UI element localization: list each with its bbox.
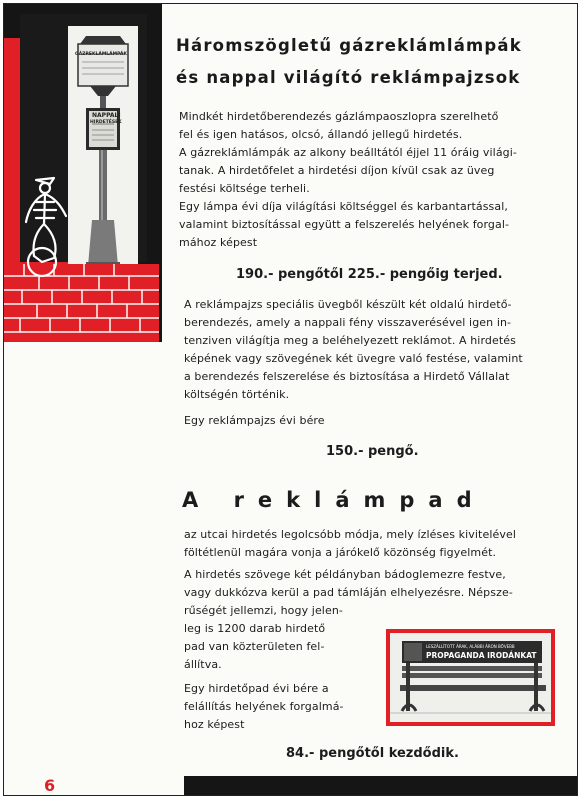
bench-photo-frame: [386, 629, 555, 726]
pad-price: 84.- pengőtől kezdődik.: [286, 746, 459, 761]
page-number: 6: [44, 776, 56, 795]
intro-line: mához képest: [179, 236, 258, 249]
pad-line: vagy dukkózva kerül a pad támláján elhelyezésre. Népsze-: [184, 586, 513, 599]
section-title-line2: és nappal világító reklámpajzsok: [176, 68, 521, 87]
pad-line: Egy hirdetőpad évi bére a: [184, 682, 329, 695]
pajzs-line: tenziven világítja meg a beléhelyezett reklámot. A hirdetés: [184, 334, 516, 347]
intro-line: Mindkét hirdetőberendezés gázlámpaoszlopra szerelhető: [179, 110, 499, 123]
pad-line: állítva.: [184, 658, 222, 671]
bench-sign-line1: LESZÁLLÍTOTT ÁRAK, ALÁBBI ÁRON BŐVEBB: [426, 644, 515, 649]
pad-line: leg is 1200 darab hirdető: [184, 622, 326, 635]
intro-line: festési költsége terheli.: [179, 182, 310, 195]
lamp-sign-top-text: GÁZREKLÁMLÁMPÁK: [75, 52, 127, 57]
brochure-page: [3, 3, 578, 796]
pajzs-line: berendezés, amely a nappali fény visszaverésével igen in-: [184, 316, 512, 329]
lamp-sign-nappali-text: NAPPALI: [92, 112, 121, 119]
pajzs-line: A reklámpajzs speciális üvegből készült két oldalú hirdető-: [184, 298, 512, 311]
bottom-black-bar: [184, 776, 578, 796]
lamp-price: 190.- pengőtől 225.- pengőig terjed.: [236, 267, 503, 282]
pad-line: az utcai hirdetés legolcsóbb módja, mely ízléses kivitelével: [184, 528, 516, 541]
bench-photo: [390, 633, 551, 722]
pajzs-line: képének vagy szövegének két üvegre való festése, valamint: [184, 352, 523, 365]
lamp-sign-hirdetesek-text: HIRDETÉSEK: [90, 120, 122, 125]
bench-sign-line2: PROPAGANDA IRODÁNKAT: [426, 651, 537, 660]
intro-line: A gázreklámlámpák az alkony beálltától éjjel 11 óráig világi-: [179, 146, 517, 159]
intro-line: valamint biztosítással együtt a felszerelés helyének forgal-: [179, 218, 510, 231]
pad-line: felállítás helyének forgalmá-: [184, 700, 344, 713]
pad-line: hoz képest: [184, 718, 245, 731]
intro-line: Egy lámpa évi díja világítási költséggel és karbantartással,: [179, 200, 508, 213]
pajzs-line: a berendezés felszerelése és biztosítása a Hirdető Vállalat: [184, 370, 510, 383]
reklampad-title: A reklámpad: [182, 488, 486, 512]
cyclist-illustration: [14, 172, 84, 282]
pajzs-price: 150.- pengő.: [326, 444, 419, 459]
pad-line: rűségét jellemzi, hogy jelen-: [184, 604, 343, 617]
pajzs-line: költségén történik.: [184, 388, 290, 401]
intro-line: tanak. A hirdetőfelet a hirdetési díjon kívül csak az üveg: [179, 164, 495, 177]
intro-line: fel és igen hatásos, olcsó, állandó jellegű hirdetés.: [179, 128, 463, 141]
section-title-line1: Háromszögletű gázreklámlámpák: [176, 36, 522, 55]
pajzs-line: Egy reklámpajzs évi bére: [184, 414, 325, 427]
pad-line: pad van közterületen fel-: [184, 640, 325, 653]
pad-line: föltétlenül magára vonja a járókelő közönség figyelmét.: [184, 546, 497, 559]
pad-line: A hirdetés szövege két példányban bádoglemezre festve,: [184, 568, 506, 581]
